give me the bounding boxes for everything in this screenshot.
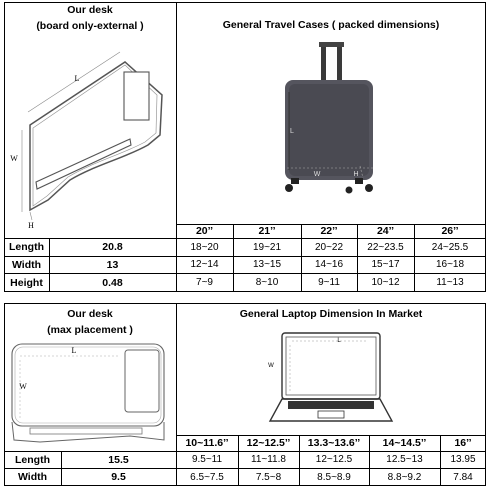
desk-board-illustration — [0, 40, 176, 240]
column-header: 13.3~13.6’’ — [307, 437, 361, 449]
case-length-label: L — [290, 128, 294, 135]
desk-width-label: W — [10, 154, 18, 163]
column-header: 22’’ — [320, 225, 338, 237]
column-header: 26’’ — [441, 225, 459, 237]
table-cell: 13.95 — [450, 454, 476, 465]
laptop-length-label: L — [337, 338, 341, 344]
table-cell: 11~13 — [436, 277, 464, 288]
desk-subtitle: (max placement ) — [47, 324, 133, 336]
cases-title: General Travel Cases ( packed dimensions) — [222, 19, 440, 31]
case-height-label: H — [353, 171, 359, 178]
table-cell: 11~11.8 — [251, 454, 286, 465]
laptop-width-label: W — [268, 363, 274, 369]
table-cell: 6.5~7.5 — [190, 471, 224, 483]
column-header: 20’’ — [195, 225, 214, 237]
table-cell: 9~11 — [318, 277, 340, 288]
table-cell: 8.5~8.9 — [317, 471, 351, 483]
table-cell: 7.5~8 — [255, 471, 282, 483]
row-label: Length — [9, 241, 44, 253]
desk-top-view-illustration — [0, 340, 176, 450]
column-header: 24’’ — [376, 225, 395, 237]
row-label: Width — [17, 471, 48, 483]
row-label: Height — [10, 276, 43, 289]
desk-length-label: L — [74, 74, 80, 83]
case-width-label: W — [313, 171, 321, 178]
table-cell: 24~25.5 — [431, 241, 469, 253]
table-cell: 12~14 — [190, 259, 219, 270]
desk-title: Our desk — [67, 308, 113, 320]
table-cell: 19~21 — [252, 241, 282, 253]
column-header: 10~11.6’’ — [185, 437, 229, 449]
table-cell: 14~16 — [314, 259, 344, 270]
table-cell: 13~15 — [252, 259, 282, 270]
column-header: 16’’ — [454, 437, 472, 449]
laptop-title: General Laptop Dimension In Market — [239, 308, 423, 320]
row-label: Width — [11, 258, 42, 271]
suitcase-illustration — [277, 40, 387, 210]
desk-value: 13 — [106, 258, 119, 271]
table-cell: 12.5~13 — [386, 454, 423, 465]
table-cell: 16~18 — [435, 259, 465, 270]
column-header: 12~12.5’’ — [246, 437, 291, 449]
desk-width-label: W — [19, 382, 27, 391]
table-cell: 22~23.5 — [367, 241, 404, 253]
table-cell: 7.84 — [453, 471, 473, 483]
desk-value: 9.5 — [111, 471, 126, 483]
desk-height-label: H — [28, 221, 34, 230]
desk-title: Our desk — [67, 4, 113, 16]
desk-length-label: L — [71, 346, 77, 355]
table-cell: 9.5~11 — [191, 454, 223, 465]
table-cell: 8.8~9.2 — [387, 471, 422, 483]
row-label: Length — [15, 453, 50, 466]
desk-subtitle: (board only-external ) — [36, 20, 144, 32]
table-cell: 7~9 — [196, 277, 213, 288]
table-cell: 10~12 — [371, 277, 400, 288]
column-header: 14~14.5’’ — [382, 437, 427, 449]
table-cell: 18~20 — [190, 241, 219, 253]
table-cell: 8~10 — [255, 277, 279, 288]
table-cell: 12~12.5 — [315, 454, 353, 465]
desk-value: 0.48 — [102, 276, 123, 289]
table-cell: 20~22 — [314, 241, 344, 253]
desk-value: 20.8 — [102, 241, 123, 253]
column-header: 21’’ — [258, 225, 276, 237]
desk-value: 15.5 — [108, 453, 129, 466]
table-cell: 15~17 — [371, 259, 400, 270]
